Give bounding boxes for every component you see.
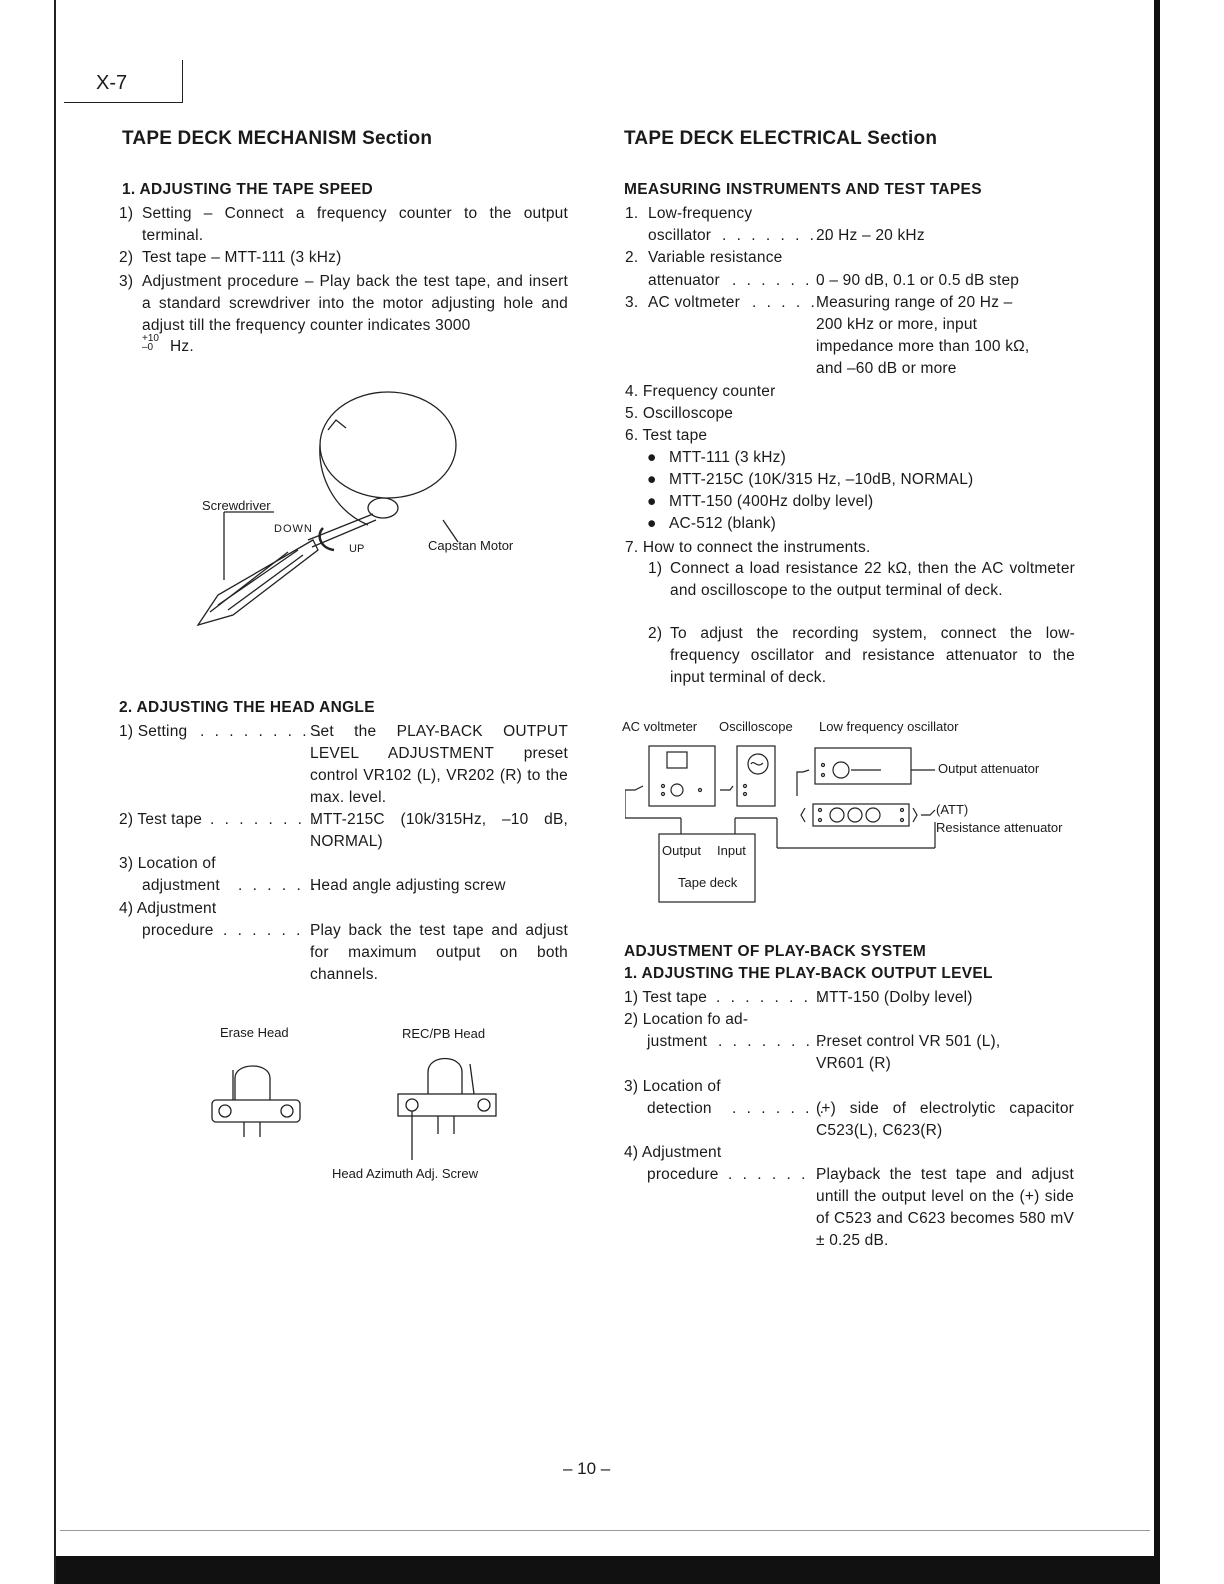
tape-item: ● MTT-150 (400Hz dolby level) bbox=[647, 493, 874, 510]
model-label: X-7 bbox=[96, 72, 128, 94]
head-r2-value: MTT-215C (10k/315Hz, –10 dB, NORMAL) bbox=[310, 811, 568, 850]
pb-r1-value: MTT-150 (Dolby level) bbox=[816, 989, 973, 1006]
inst-1-num: 1. bbox=[625, 205, 639, 222]
inst-3-dots: . . . . . bbox=[752, 294, 818, 311]
instruments-heading: MEASURING INSTRUMENTS AND TEST TAPES bbox=[624, 181, 982, 198]
inst-7a-text: Connect a load resistance 22 kΩ, then the AC voltmeter and oscilloscope to the output terminal of deck. bbox=[670, 560, 1075, 599]
motor-tab-icon bbox=[328, 420, 346, 430]
inst-2-label1: Variable resistance bbox=[648, 249, 783, 266]
tape-item: ● MTT-111 (3 kHz) bbox=[647, 449, 786, 466]
head-r3-label1: 3) Location of bbox=[119, 855, 216, 872]
speed-unit: Hz. bbox=[170, 338, 194, 355]
right-section-title: TAPE DECK ELECTRICAL Section bbox=[624, 128, 938, 149]
inst-1-dots: . . . . . . . . bbox=[722, 227, 832, 244]
up-label: UP bbox=[349, 543, 365, 555]
left-section-title: TAPE DECK MECHANISM Section bbox=[122, 128, 433, 149]
playback-heading: ADJUSTMENT OF PLAY-BACK SYSTEM bbox=[624, 943, 927, 960]
diagram-low-freq-osc: Low frequency oscillator bbox=[819, 719, 959, 734]
erase-head-label: Erase Head bbox=[220, 1025, 289, 1040]
speed-heading: 1. ADJUSTING THE TAPE SPEED bbox=[122, 181, 373, 198]
inst-7a-num: 1) bbox=[648, 560, 663, 577]
inst-1-label2: oscillator bbox=[648, 227, 712, 244]
pb-r2-value: Preset control VR 501 (L), VR601 (R) bbox=[816, 1033, 1001, 1072]
footer-scan-edge bbox=[56, 1556, 1156, 1584]
screwdriver-handle-icon bbox=[198, 540, 318, 625]
pb-r3-label1: 3) Location of bbox=[624, 1078, 721, 1095]
speed-item-1-num: 1) bbox=[119, 205, 134, 222]
speed-item-3-num: 3) bbox=[119, 273, 134, 290]
head-r3-value: Head angle adjusting screw bbox=[310, 877, 506, 894]
head-r4-value: Play back the test tape and adjust for maximum output on both channels. bbox=[310, 922, 568, 983]
inst-3-value: Measuring range of 20 Hz – 200 kHz or more, input impedance more than 100 kΩ, and –60 dB or more bbox=[816, 294, 1030, 377]
pb-r3-value: (+) side of electrolytic capacitor C523(L), C623(R) bbox=[816, 1100, 1074, 1139]
pb-r1-label: 1) Test tape bbox=[624, 989, 708, 1006]
inst-7: 7. How to connect the instruments. bbox=[625, 539, 871, 556]
speed-item-2-num: 2) bbox=[119, 249, 134, 266]
inst-3-label: AC voltmeter bbox=[648, 294, 740, 311]
screwdriver-label: Screwdriver bbox=[202, 498, 271, 513]
speed-tolerance-plus: +10 bbox=[142, 333, 159, 344]
tape-list bbox=[647, 447, 973, 535]
screwdriver-shaft-icon bbox=[308, 514, 373, 540]
motor-adjust-hole-icon bbox=[368, 498, 398, 518]
ac-voltmeter-icon bbox=[649, 746, 715, 806]
pb-r4-label1: 4) Adjustment bbox=[624, 1144, 722, 1161]
footer-rule bbox=[60, 1530, 1150, 1531]
inst-1-label1: Low-frequency bbox=[648, 205, 753, 222]
head-r4-label1: 4) Adjustment bbox=[119, 900, 217, 917]
tape-item-text: AC-512 (blank) bbox=[669, 515, 777, 532]
speed-item-2-text: Test tape – MTT-111 (3 kHz) bbox=[142, 249, 342, 266]
head-r4-label2: procedure bbox=[142, 922, 214, 939]
diagram-oscilloscope: Oscilloscope bbox=[719, 719, 793, 734]
attenuator-icon bbox=[813, 804, 909, 826]
tape-item-text: MTT-215C (10K/315 Hz, –10dB, NORMAL) bbox=[669, 471, 974, 488]
head-heading: 2. ADJUSTING THE HEAD ANGLE bbox=[119, 699, 375, 716]
diagram-input: Input bbox=[717, 843, 746, 858]
pb-r4-label2: procedure bbox=[647, 1166, 719, 1183]
inst-2-label2: attenuator bbox=[648, 272, 720, 289]
pb-r3-dots: . . . . . . . bbox=[732, 1100, 827, 1117]
oscilloscope-icon bbox=[737, 746, 775, 806]
azimuth-label: Head Azimuth Adj. Screw bbox=[332, 1166, 478, 1181]
recpb-head-icon bbox=[428, 1059, 462, 1095]
head-r3-dots: . . . . . . bbox=[238, 877, 319, 894]
header-rule-vertical bbox=[182, 60, 183, 103]
inst-2-dots: . . . . . . . bbox=[732, 272, 827, 289]
capstan-motor-label: Capstan Motor bbox=[428, 538, 514, 553]
motor-body-icon bbox=[320, 392, 456, 498]
speed-tolerance bbox=[142, 334, 159, 352]
page-number: – 10 – bbox=[563, 1459, 611, 1478]
playback-subheading: 1. ADJUSTING THE PLAY-BACK OUTPUT LEVEL bbox=[624, 965, 993, 982]
head-r4-dots: . . . . . . . bbox=[223, 922, 318, 939]
head-r2-label: 2) Test tape bbox=[119, 811, 203, 828]
diagram-output-attenuator: Output attenuator bbox=[938, 761, 1040, 776]
diagram-output: Output bbox=[662, 843, 702, 858]
diagram-tape-deck: Tape deck bbox=[678, 875, 738, 890]
inst-3-num: 3. bbox=[625, 294, 639, 311]
inst-4: 4. Frequency counter bbox=[625, 383, 776, 400]
inst-1-value: 20 Hz – 20 kHz bbox=[816, 227, 925, 244]
erase-head-icon bbox=[235, 1066, 270, 1100]
inst-7b-text: To adjust the recording system, connect the low-frequency oscillator and resistance attenuator to the input terminal of deck. bbox=[670, 625, 1075, 686]
head-r1-dots: . . . . . . . . . bbox=[200, 723, 325, 740]
capstan-motor-figure bbox=[188, 390, 538, 640]
pb-r4-value: Playback the test tape and adjust untill the output level on the (+) side of C523 and C623 becomes 580 mV ± 0.25 dB. bbox=[816, 1166, 1074, 1249]
speed-item-3-text: Adjustment procedure – Play back the test tape, and insert a standard screwdriver into the motor adjusting hole and adjust till the frequency counter indicates 3000 bbox=[142, 273, 568, 334]
speed-tolerance-minus: –0 bbox=[142, 342, 154, 353]
pb-r2-dots: . . . . . . . . bbox=[718, 1033, 828, 1050]
head-r2-dots: . . . . . . . . bbox=[210, 811, 320, 828]
head-r3-label2: adjustment bbox=[142, 877, 220, 894]
down-label: DOWN bbox=[274, 523, 313, 535]
pb-r2-label2: justment bbox=[647, 1033, 708, 1050]
inst-5: 5. Oscilloscope bbox=[625, 405, 734, 422]
diagram-att: (ATT) bbox=[936, 802, 969, 817]
azimuth-screw-icon bbox=[406, 1099, 418, 1111]
pb-r3-label2: detection bbox=[647, 1100, 712, 1117]
head-r1-value: Set the PLAY-BACK OUTPUT LEVEL ADJUSTMENT preset control VR102 (L), VR202 (R) to the max. level. bbox=[310, 723, 568, 806]
diagram-ac-voltmeter: AC voltmeter bbox=[622, 719, 698, 734]
tape-item: ● MTT-215C (10K/315 Hz, –10dB, NORMAL) bbox=[647, 471, 974, 488]
header-rule bbox=[64, 102, 182, 103]
recpb-head-label: REC/PB Head bbox=[402, 1026, 486, 1041]
speed-item-1-text: Setting – Connect a frequency counter to the output terminal. bbox=[142, 205, 568, 244]
low-freq-osc-icon bbox=[815, 748, 911, 784]
tape-item-text: MTT-150 (400Hz dolby level) bbox=[669, 493, 874, 510]
diagram-resistance-attenuator: Resistance attenuator bbox=[936, 820, 1063, 835]
pb-r2-label1: 2) Location fo ad- bbox=[624, 1011, 749, 1028]
inst-2-value: 0 – 90 dB, 0.1 or 0.5 dB step bbox=[816, 272, 1020, 289]
pb-r4-dots: . . . . . . . bbox=[728, 1166, 823, 1183]
heads-figure bbox=[200, 1050, 520, 1160]
pb-r1-dots: . . . . . . . . bbox=[716, 989, 826, 1006]
tape-item-text: MTT-111 (3 kHz) bbox=[669, 449, 786, 466]
inst-6: 6. Test tape bbox=[625, 427, 708, 444]
inst-2-num: 2. bbox=[625, 249, 639, 266]
inst-7b-num: 2) bbox=[648, 625, 663, 642]
tape-item: ● AC-512 (blank) bbox=[647, 515, 777, 532]
head-r1-label: 1) Setting bbox=[119, 723, 188, 740]
